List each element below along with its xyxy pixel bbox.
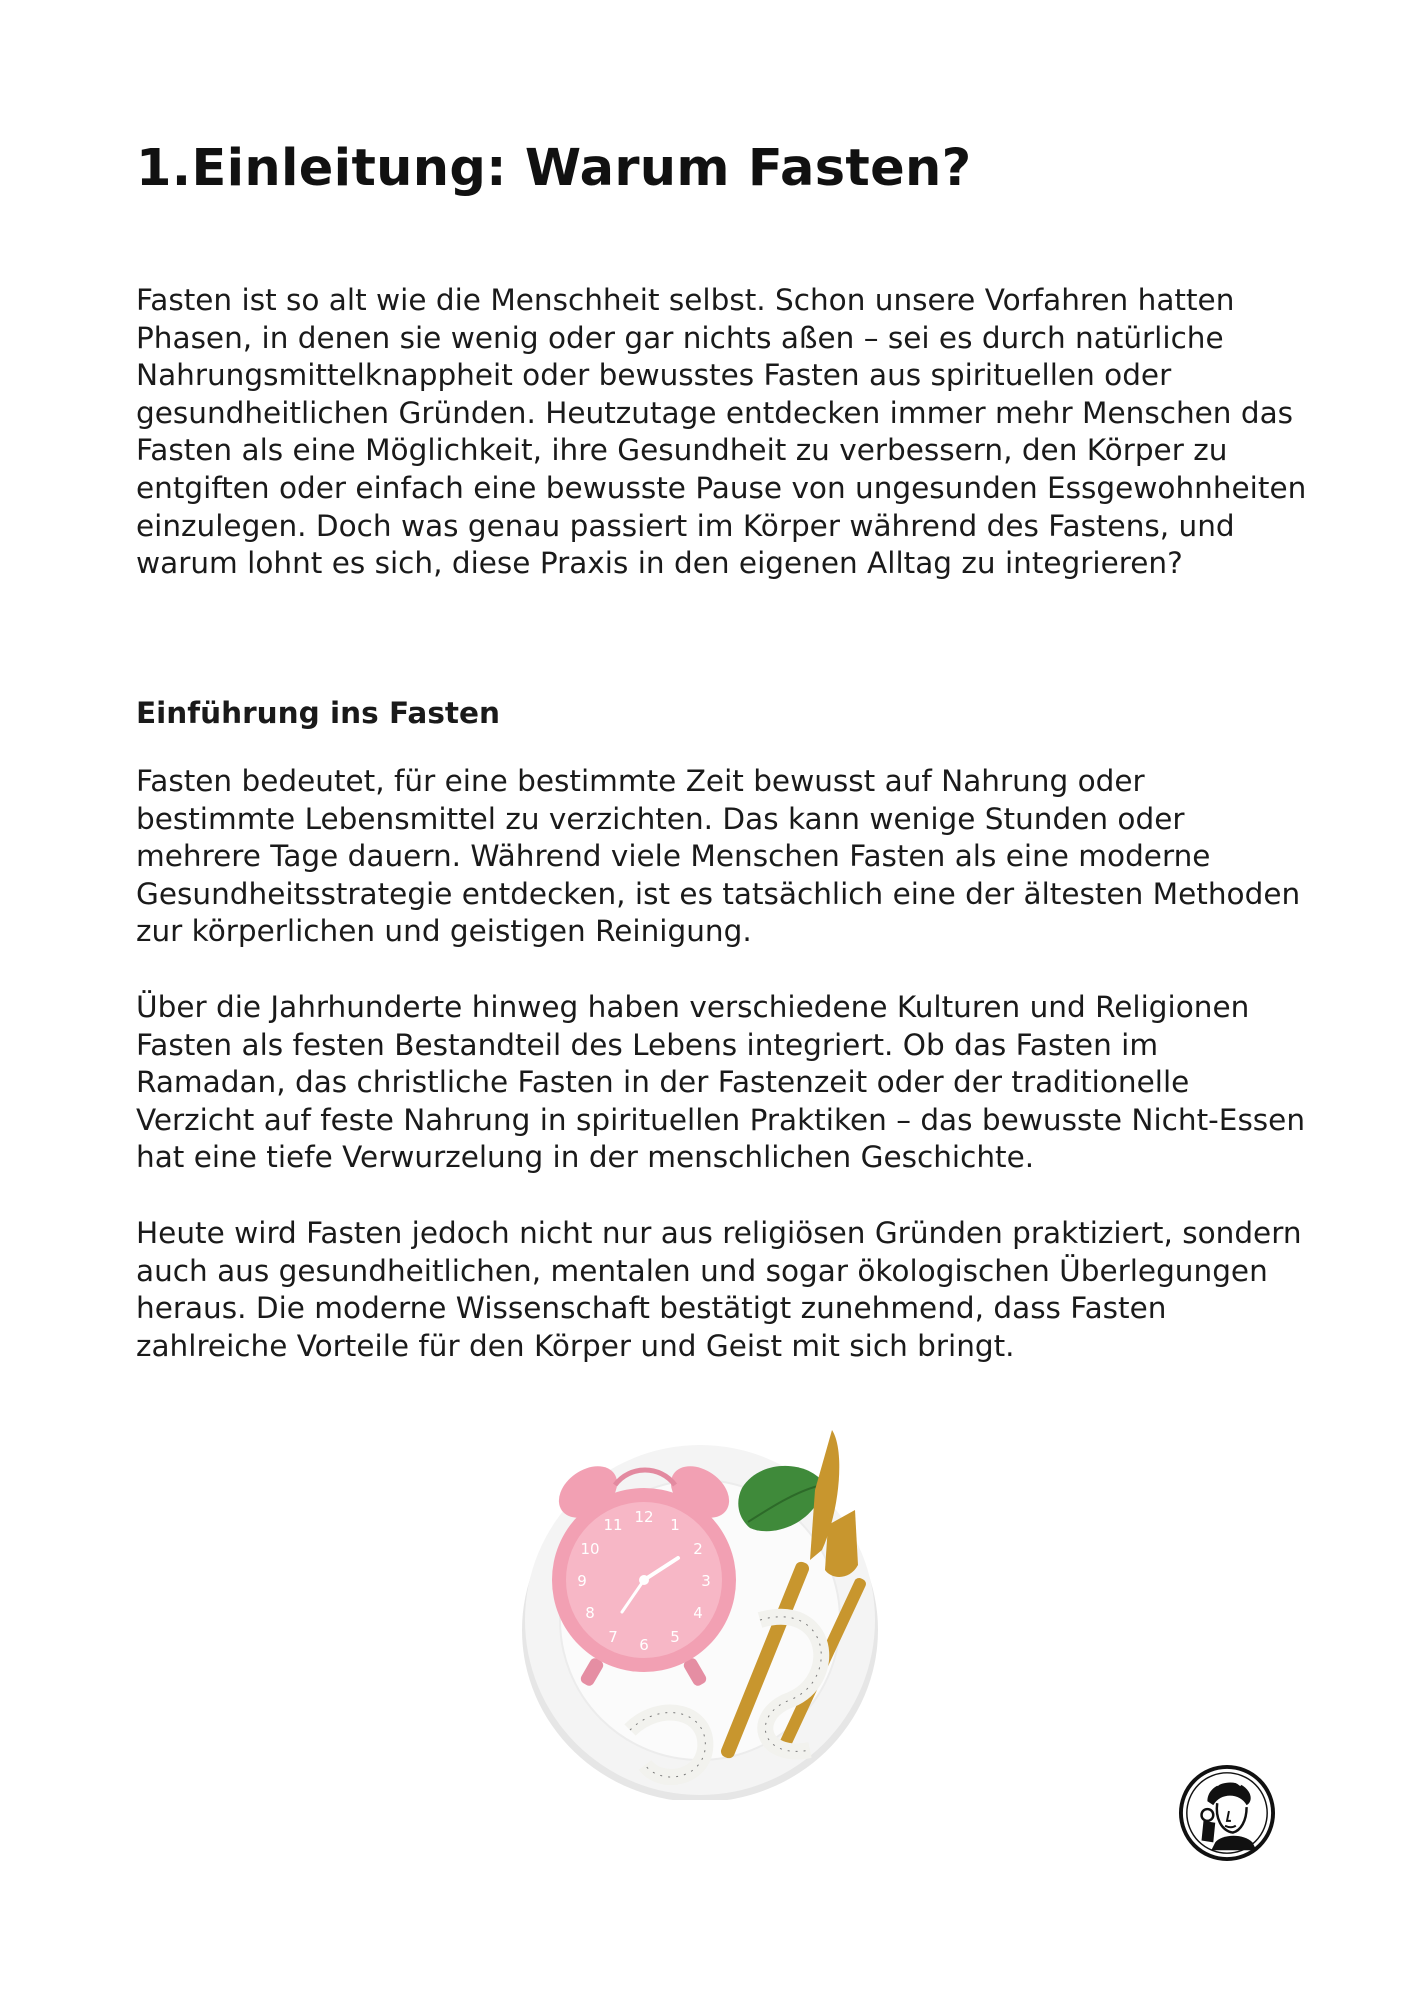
page-title: 1.Einleitung: Warum Fasten? — [136, 139, 972, 198]
clock-number-7: 7 — [608, 1628, 618, 1646]
clock-number-9: 9 — [577, 1572, 587, 1590]
section-paragraph-2: Über die Jahrhunderte hinweg haben verschiedene Kulturen und Religionen Fasten als festen Bestandteil des Lebens integriert. Ob das Fasten im Ramadan, das christliche Fasten in der Fastenzeit oder der traditionelle Verzicht auf feste Nahrung in spirituellen Praktiken – das bewusste Nicht-Essen hat eine tiefe Verwurzelung in der menschlichen Geschichte. — [136, 990, 1306, 1175]
section-paragraph-3: Heute wird Fasten jedoch nicht nur aus religiösen Gründen praktiziert, sondern auch aus gesundheitlichen, mentalen und sogar ökologischen Überlegungen heraus. Die moderne Wissenschaft bestätigt zunehmend, dass Fasten zahlreiche Vorteile für den Körper und Geist mit sich bringt. — [136, 1216, 1302, 1363]
clock-number-5: 5 — [670, 1628, 680, 1646]
clock-number-4: 4 — [693, 1604, 703, 1622]
plate-clock-illustration — [510, 1430, 890, 1800]
clock-number-3: 3 — [701, 1572, 711, 1590]
section-paragraph-1: Fasten bedeutet, für eine bestimmte Zeit bewusst auf Nahrung oder bestimmte Lebensmittel zu verzichten. Das kann wenige Stunden oder mehrere Tage dauern. Während viele Menschen Fasten als eine moderne Gesundheitsstrategie entdecken, ist es tatsächlich eine der ältesten Methoden zur körperlichen und geistigen Reinigung. — [136, 764, 1301, 949]
clock-number-12: 12 — [634, 1508, 654, 1526]
clock-number-8: 8 — [585, 1604, 595, 1622]
clock-number-1: 1 — [670, 1516, 680, 1534]
clock-number-6: 6 — [639, 1636, 649, 1654]
clock-number-11: 11 — [603, 1516, 623, 1534]
chef-logo-icon — [1178, 1764, 1276, 1862]
section-heading: Einführung ins Fasten — [136, 696, 500, 730]
intro-paragraph: Fasten ist so alt wie die Menschheit selbst. Schon unsere Vorfahren hatten Phasen, in denen sie wenig oder gar nichts aßen – sei es durch natürliche Nahrungsmittelknappheit oder bewusstes Fasten aus spirituellen oder gesundheitlichen Gründen. Heutzutage entdecken immer mehr Menschen das Fasten als eine Möglichkeit, ihre Gesundheit zu verbessern, den Körper zu entgiften oder einfach eine bewusste Pause von ungesunden Essgewohnheiten einzulegen. Doch was genau passiert im Körper während des Fastens, und warum lohnt es sich, diese Praxis in den eigenen Alltag zu integrieren? — [136, 283, 1307, 581]
clock-number-2: 2 — [693, 1540, 703, 1558]
clock-number-10: 10 — [580, 1540, 600, 1558]
